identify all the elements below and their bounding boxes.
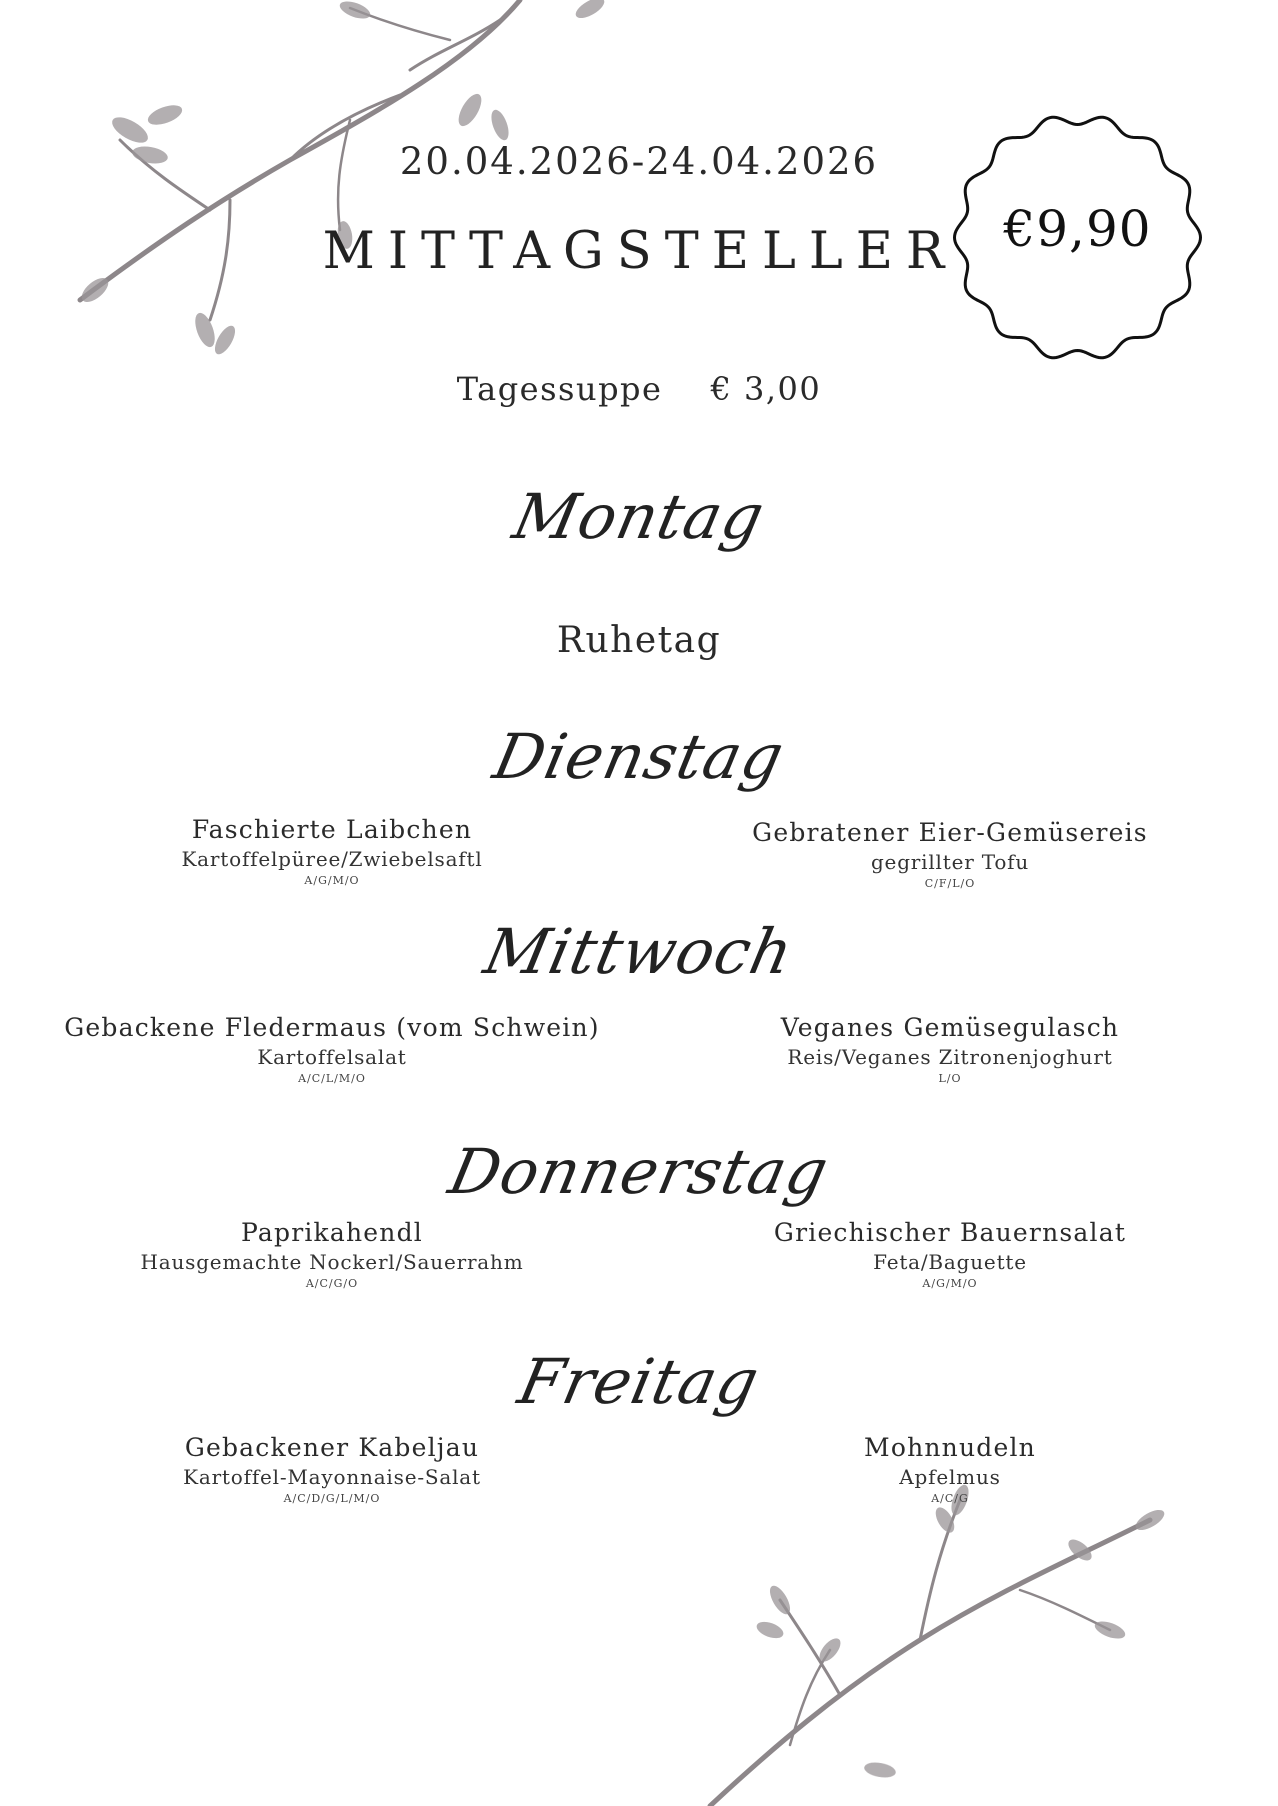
dish-name: Mohnnudeln [864,1433,1036,1462]
day-heading-wednesday: Mittwoch [478,915,800,988]
dish-side: Feta/Baguette [873,1250,1027,1274]
dish-item [52,1218,612,1290]
dish-item [670,818,1230,890]
dish-name: Gebackene Fledermaus (vom Schwein) [64,1013,600,1042]
dish-side: gegrillter Tofu [870,850,1030,874]
day-heading-tuesday: Dienstag [487,720,791,793]
dish-allergens: A/G/M/O [922,1277,978,1290]
day-heading-monday: Montag [507,480,771,553]
dish-allergens: A/C/L/M/O [298,1072,366,1085]
dish-item [670,1433,1230,1505]
date-range: 20.04.2026-24.04.2026 [399,140,879,183]
dish-side: Kartoffel-Mayonnaise-Salat [183,1465,481,1489]
dish-allergens: A/G/M/O [304,874,360,887]
dish-name: Gebratener Eier-Gemüsereis [752,818,1148,847]
dish-item [670,1218,1230,1290]
dish-item [670,1013,1230,1085]
dish-name: Gebackener Kabeljau [184,1433,480,1462]
day-heading-friday: Freitag [512,1345,766,1418]
soup-row [380,370,898,408]
dish-side: Apfelmus [899,1465,1001,1489]
dish-name: Veganes Gemüsegulasch [780,1013,1120,1042]
rest-day-note: Ruhetag [556,620,722,661]
dish-name: Faschierte Laibchen [191,815,473,844]
branch-bottom-icon [680,1480,1200,1806]
soup-price: € 3,00 [710,370,822,408]
dish-side: Hausgemachte Nockerl/Sauerrahm [140,1250,524,1274]
dish-allergens: A/C/G/O [305,1277,359,1290]
price-label: €9,90 [1003,200,1152,258]
dish-item [52,815,612,887]
dish-side: Reis/Veganes Zitronenjoghurt [787,1045,1113,1069]
day-heading-thursday: Donnerstag [442,1135,836,1208]
dish-name: Paprikahendl [240,1218,423,1247]
soup-label: Tagessuppe [456,370,663,408]
dish-allergens: A/C/D/G/L/M/O [283,1492,381,1505]
dish-name: Griechischer Bauernsalat [773,1218,1127,1247]
dish-side: Kartoffelpüree/Zwiebelsaftl [181,847,483,871]
dish-side: Kartoffelsalat [257,1045,407,1069]
branch-top-icon [0,0,640,380]
dish-allergens: L/O [938,1072,962,1085]
dish-allergens: C/F/L/O [924,877,976,890]
dish-item [52,1433,612,1505]
dish-item [52,1013,612,1085]
page-title: MITTAGSTELLER [322,222,958,281]
dish-allergens: A/C/G [931,1492,969,1505]
